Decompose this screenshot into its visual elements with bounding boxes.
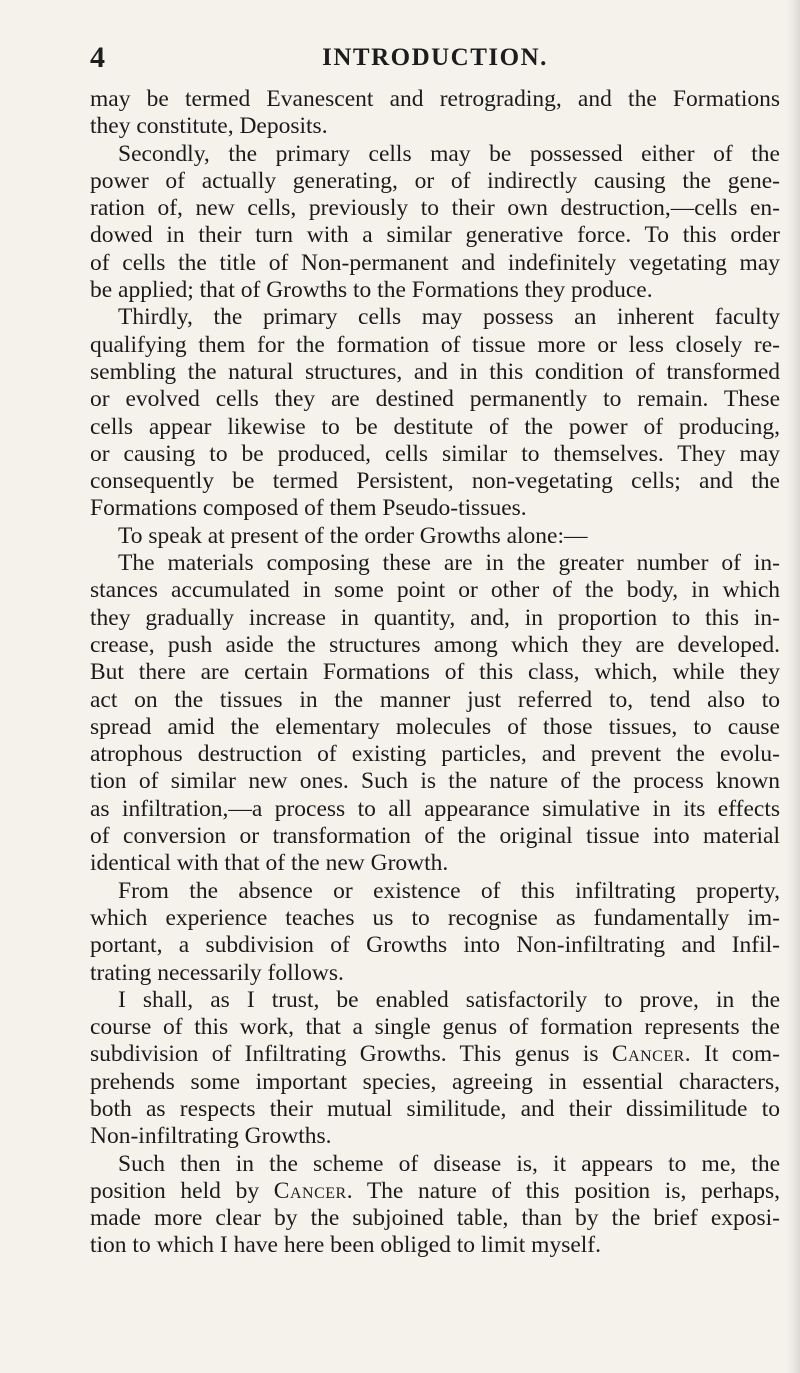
text-line: made more clear by the subjoined table, than by the brief exposi- [90, 1205, 780, 1232]
text-line: sembling the natural structures, and in this condition of transformed [90, 358, 780, 385]
text-line: From the absence or existence of this infiltrating property, [118, 877, 780, 904]
text-line: Such then in the scheme of disease is, it appears to me, the [118, 1150, 780, 1177]
text-line: they gradually increase in quantity, and, in proportion to this in- [90, 604, 780, 631]
text-line: of cells the title of Non-permanent and indefinitely vegetating may [90, 249, 780, 276]
text-line: of conversion or transformation of the original tissue into material [90, 823, 780, 850]
text-line: which experience teaches us to recognise as fundamentally im- [90, 904, 780, 931]
text-segment: . It com- [684, 1041, 781, 1068]
text-line: or causing to be produced, cells similar to themselves. They may [90, 440, 780, 467]
page-edge-shadow [786, 0, 800, 1373]
text-line: prehends some important species, agreeing in essential characters, [90, 1068, 780, 1095]
text-line: The materials composing these are in the greater number of in- [118, 550, 780, 577]
text-line: course of this work, that a single genus of formation represents the [90, 1014, 780, 1041]
running-head: INTRODUCTION. [322, 44, 548, 71]
text-line: both as respects their mutual similitude, and their dissimilitude to [90, 1095, 780, 1122]
text-line: spread amid the elementary molecules of those tissues, to cause [90, 713, 780, 740]
text-line: ration of, new cells, previously to their own destruction,—cells en- [90, 195, 780, 222]
text-line: Formations composed of them Pseudo-tissues. [90, 495, 527, 522]
text-line: tion to which I have here been obliged to limit myself. [90, 1232, 601, 1259]
text-line: as infiltration,—a process to all appearance simulative in its effects [90, 795, 780, 822]
smallcaps-term: Cancer [611, 1041, 685, 1068]
smallcaps-term: Cancer [273, 1177, 347, 1204]
text-line: or evolved cells they are destined permanently to remain. These [90, 386, 780, 413]
text-line: crease, push aside the structures among which they are developed. [90, 631, 780, 658]
text-line: I shall, as I trust, be enabled satisfactorily to prove, in the [118, 986, 780, 1013]
text-segment: subdivision of Infiltrating Growths. This genus is [90, 1041, 599, 1068]
text-segment: position held by [90, 1177, 260, 1204]
text-line: portant, a subdivision of Growths into Non-infiltrating and Infil- [90, 932, 780, 959]
text-line: Non-infiltrating Growths. [90, 1123, 332, 1150]
text-line: identical with that of the new Growth. [90, 850, 449, 877]
text-line: cells appear likewise to be destitute of the power of producing, [90, 413, 780, 440]
text-segment: . The nature of this position is, perhaps, [346, 1177, 781, 1204]
text-line: may be termed Evanescent and retrograding, and the Formations [90, 86, 780, 112]
text-line: consequently be termed Persistent, non-vegetating cells; and the [90, 468, 780, 495]
text-line: trating necessarily follows. [90, 959, 344, 986]
text-line: atrophous destruction of existing particles, and prevent the evolu- [90, 741, 780, 768]
text-line: dowed in their turn with a similar generative force. To this order [90, 222, 780, 249]
text-line: they constitute, Deposits. [90, 113, 328, 140]
text-line-with-smallcaps [90, 1178, 780, 1205]
text-line: stances accumulated in some point or other of the body, in which [90, 577, 780, 604]
text-line: To speak at present of the order Growths alone:— [118, 522, 588, 549]
text-line: power of actually generating, or of indirectly causing the gene- [90, 167, 780, 194]
text-line: be applied; that of Growths to the Formations they produce. [90, 277, 653, 304]
text-line-with-smallcaps [90, 1041, 780, 1068]
text-line: act on the tissues in the manner just referred to, tend also to [90, 686, 780, 713]
text-line: tion of similar new ones. Such is the nature of the process known [90, 768, 780, 795]
text-line: qualifying them for the formation of tissue more or less closely re- [90, 331, 780, 358]
page-header [90, 38, 780, 78]
text-line: Thirdly, the primary cells may possess an inherent faculty [118, 304, 780, 331]
body-text [90, 86, 780, 1260]
text-line: But there are certain Formations of this class, which, while they [90, 659, 780, 686]
page-number: 4 [90, 41, 105, 74]
text-line: Secondly, the primary cells may be possessed either of the [118, 140, 780, 167]
